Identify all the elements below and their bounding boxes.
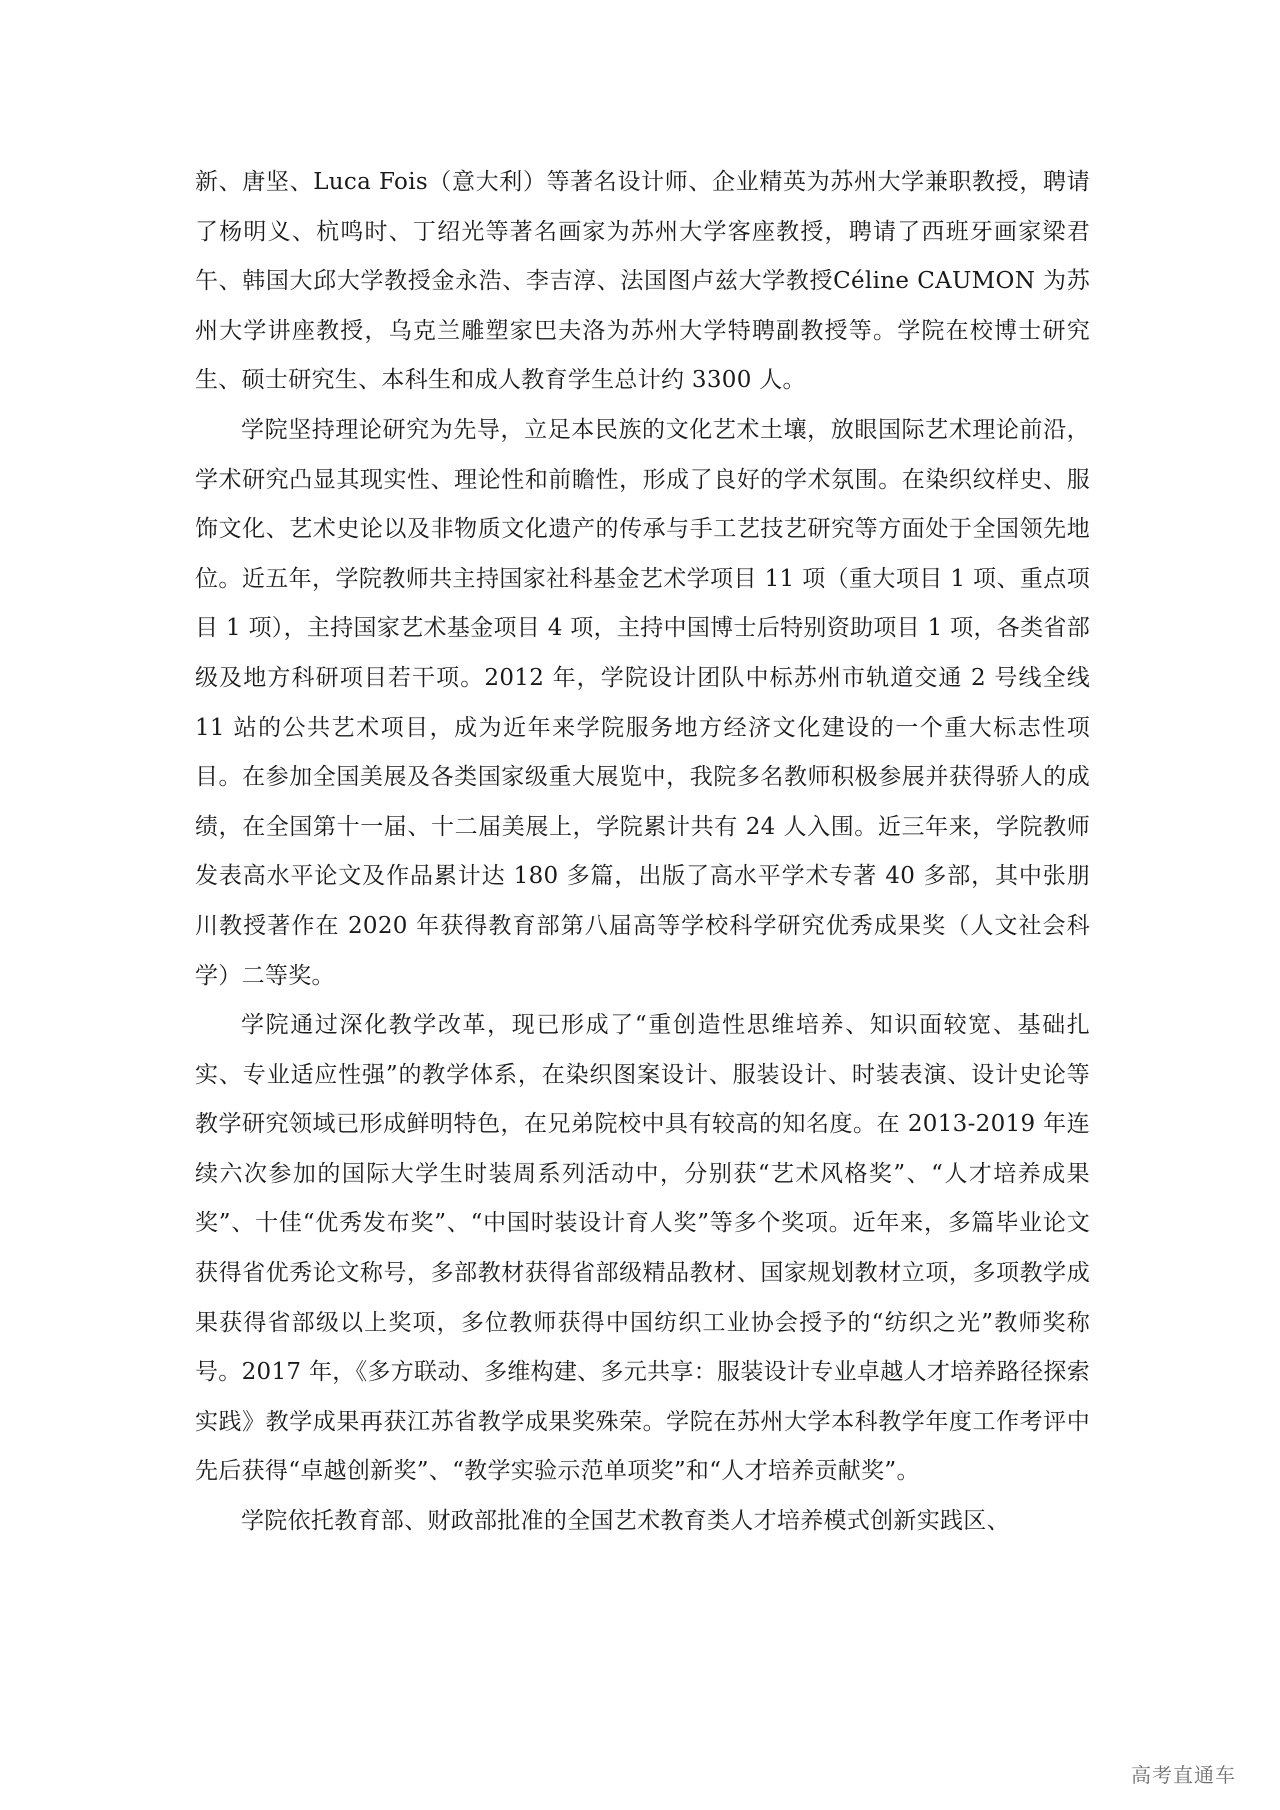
paragraph-research: 学院坚持理论研究为先导，立足本民族的文化艺术土壤，放眼国际艺术理论前沿，学术研究凸显其现实性、理论性和前瞻性，形成了良好的学术氛围。在染织纹样史、服饰文化、艺术史论以及非物质文化遗产的传承与手工艺技艺研究等方面处于全国领先地位。近五年，学院教师共主持国家社科基金艺术学项目 11 项（重大项目 1 项、重点项目 1 项），主持国家艺术基金项目 4 项，主持中国博士后特别资助项目 1 项，各类省部级及地方科研项目若干项。2012 年，学院设计团队中标苏州市轨道交通 2 号线全线 11 站的公共艺术项目，成为近年来学院服务地方经济文化建设的一个重大标志性项目。在参加全国美展及各类国家级重大展览中，我院多名教师积极参展并获得骄人的成绩，在全国第十一届、十二届美展上，学院累计共有 24 人入围。近三年来，学院教师发表高水平论文及作品累计达 180 多篇，出版了高水平学术专著 40 多部，其中张朋川教授著作在 2020 年获得教育部第八届高等学校科学研究优秀成果奖（人文社会科学）二等奖。 (195, 416, 1090, 989)
paragraph-faculty-list: 新、唐坚、Luca Fois（意大利）等著名设计师、企业精英为苏州大学兼职教授，聘请了杨明义、杭鸣时、丁绍光等著名画家为苏州大学客座教授，聘请了西班牙画家梁君午、韩国大邱大学教授金永浩、李吉淳、法国图卢兹大学教授Céline CAUMON 为苏州大学讲座教授，乌克兰雕塑家巴夫洛为苏州大学特聘副教授等。学院在校博士研究生、硕士研究生、本科生和成人教育学生总计约 3300 人。 (195, 169, 1090, 394)
paragraph-practice-zone: 学院依托教育部、财政部批准的全国艺术教育类人才培养模式创新实践区、 (241, 1508, 1010, 1535)
body-text (195, 158, 1090, 1547)
watermark: 高考直通车 (1125, 1757, 1242, 1790)
paragraph-teaching: 学院通过深化教学改革，现已形成了“重创造性思维培养、知识面较宽、基础扎实、专业适应性强”的教学体系，在染织图案设计、服装设计、时装表演、设计史论等教学研究领域已形成鲜明特色，在兄弟院校中具有较高的知名度。在 2013-2019 年连续六次参加的国际大学生时装周系列活动中，分别获“艺术风格奖”、“人才培养成果奖”、十佳“优秀发布奖”、“中国时装设计育人奖”等多个奖项。近年来，多篇毕业论文获得省优秀论文称号，多部教材获得省部级精品教材、国家规划教材立项，多项教学成果获得省部级以上奖项，多位教师获得中国纺织工业协会授予的“纺织之光”教师奖称号。2017 年，《多方联动、多维构建、多元共享：服装设计专业卓越人才培养路径探索实践》教学成果再获江苏省教学成果奖殊荣。学院在苏州大学本科教学年度工作考评中先后获得“卓越创新奖”、“教学实验示范单项奖”和“人才培养贡献奖”。 (195, 1012, 1090, 1485)
